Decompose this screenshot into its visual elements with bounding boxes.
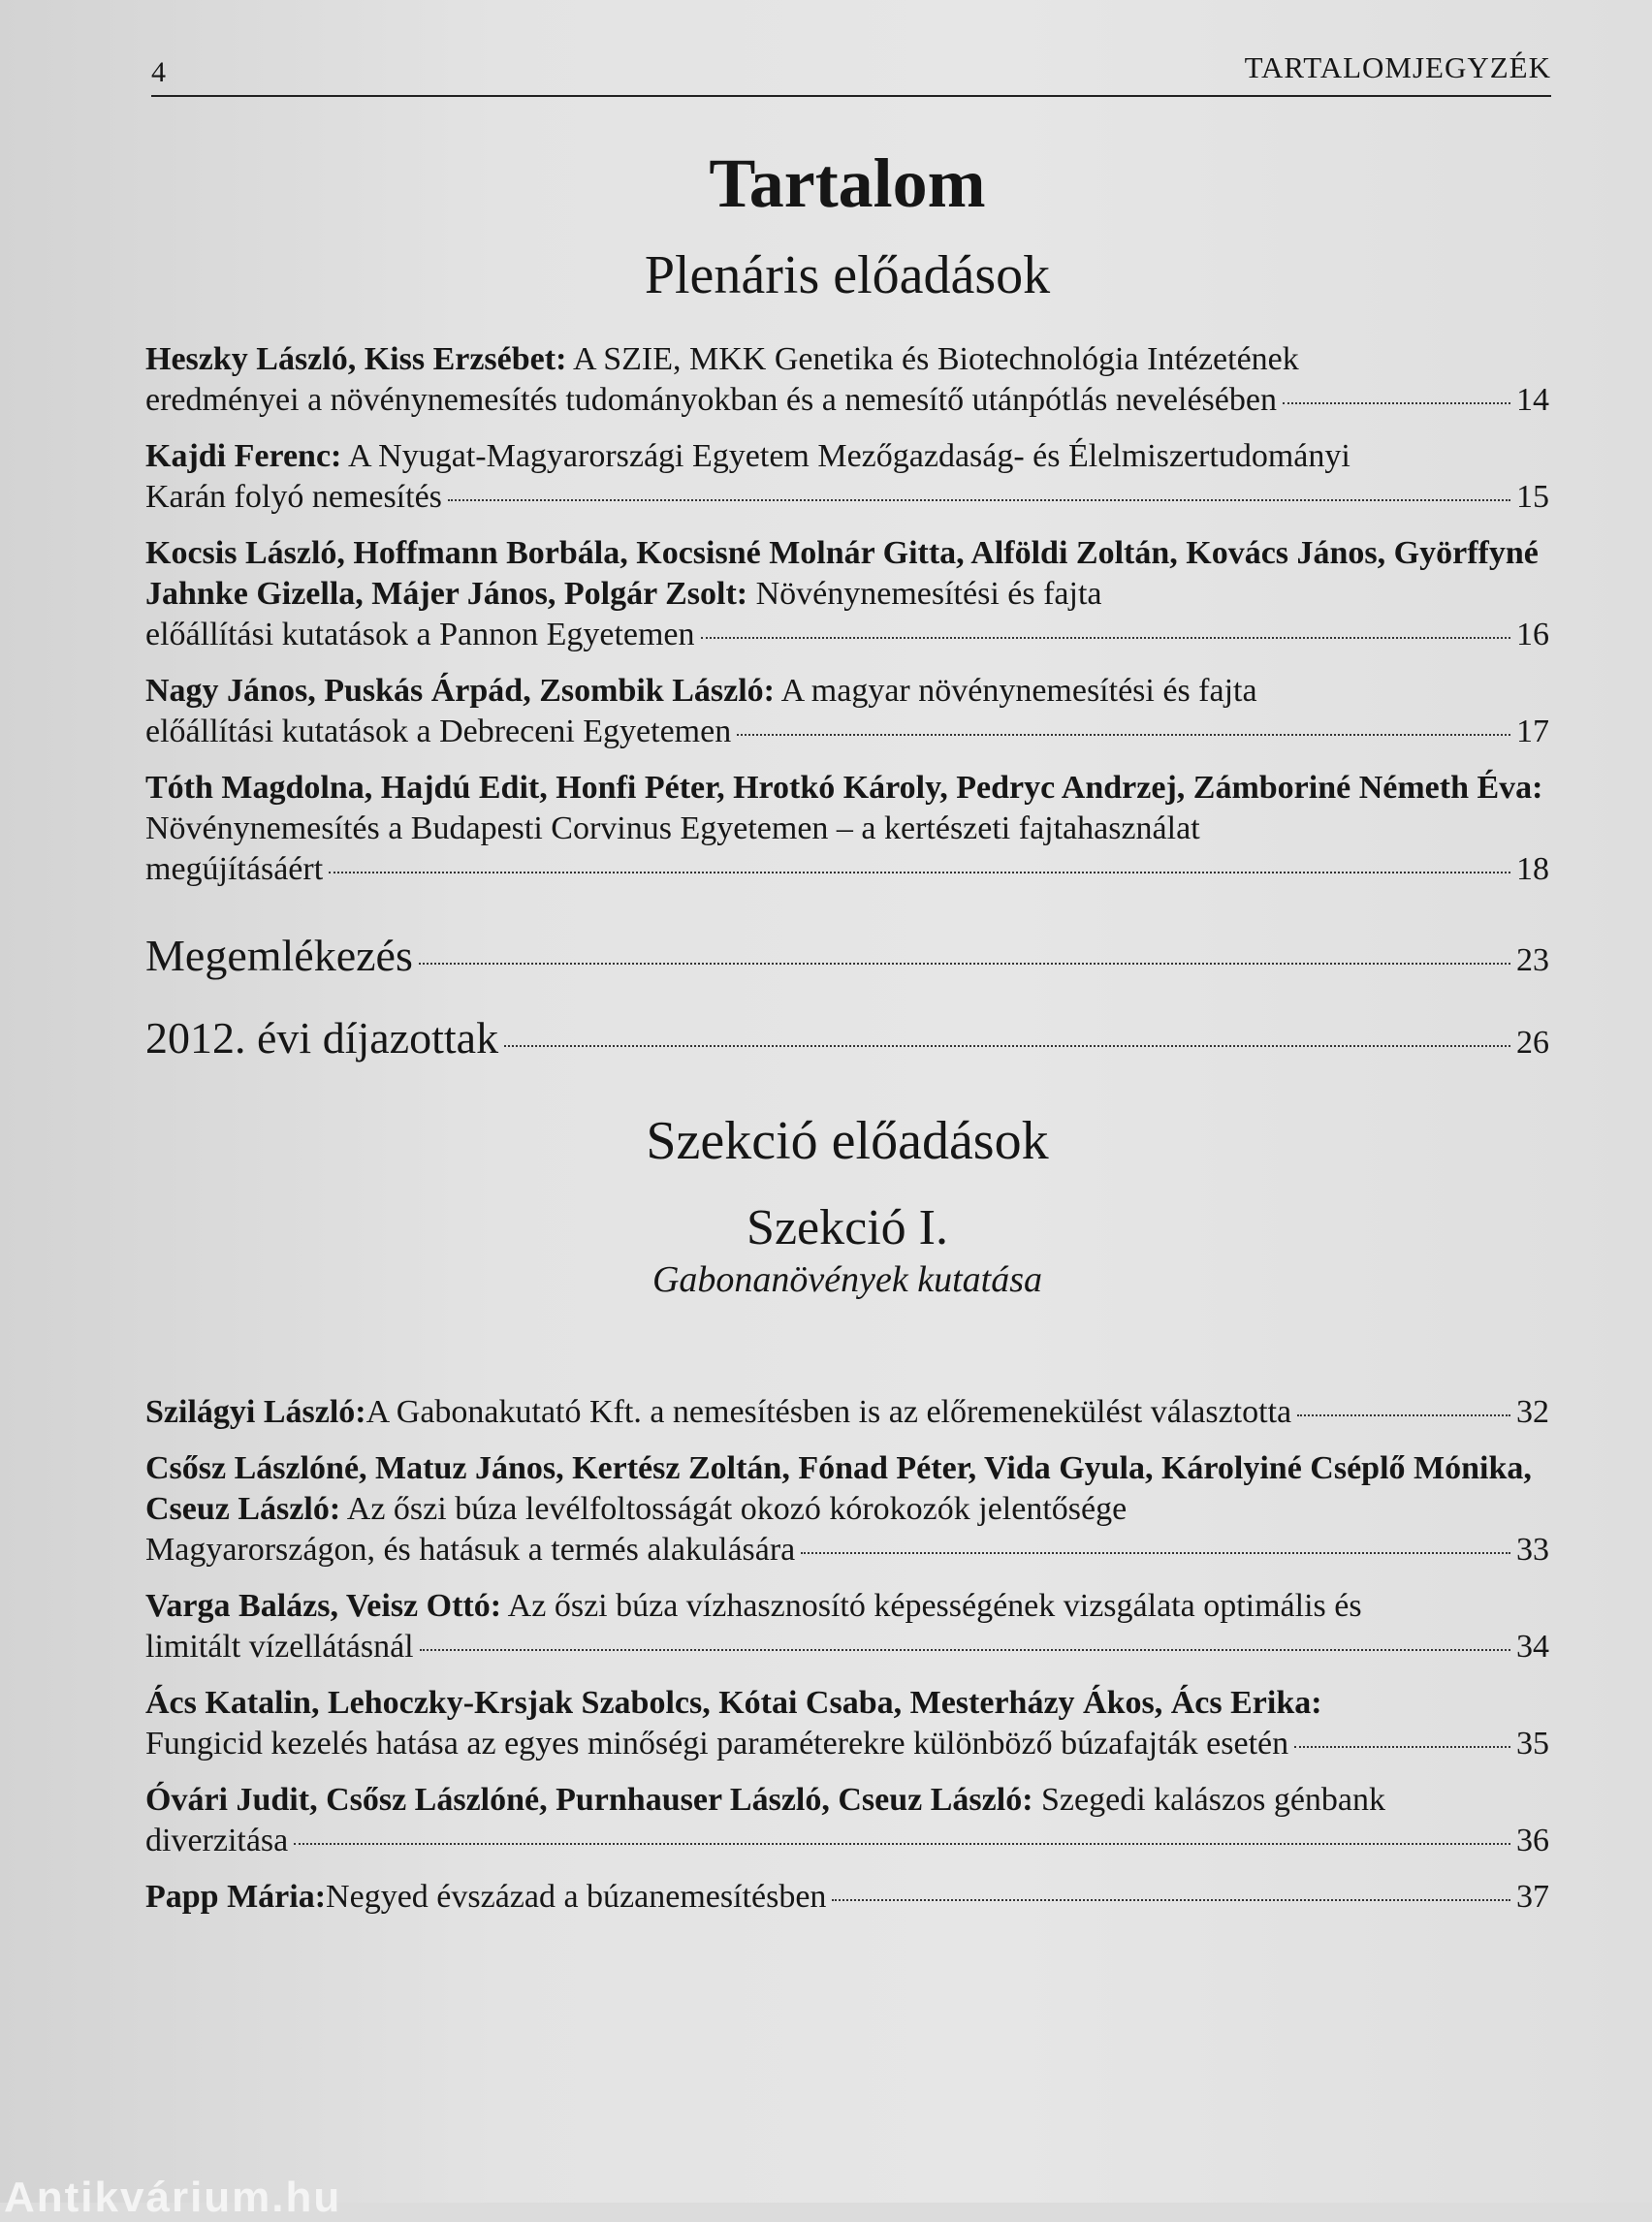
dot-leader <box>1297 1414 1510 1416</box>
entry-authors: Heszky László, Kiss Erzsébet: <box>145 341 567 378</box>
entry-last-line <box>145 477 1549 518</box>
entry-page-number: 14 <box>1516 382 1549 419</box>
dot-leader <box>294 1843 1510 1845</box>
dot-leader <box>1294 1746 1510 1748</box>
entry-authors: Kajdi Ferenc: <box>145 438 342 475</box>
page-header <box>151 47 1551 97</box>
dot-leader <box>419 963 1510 965</box>
entry-title-text: A Gabonakutató Kft. a nemesítésben is az előremenekülést választotta <box>365 1393 1292 1430</box>
entry-last-line <box>145 712 1549 752</box>
toc-entry[interactable] <box>145 1780 1549 1861</box>
section1-list <box>145 1392 1549 1918</box>
entry-title-text: előállítási kutatások a Debreceni Egyetemen <box>145 714 732 750</box>
section1-title: Szekció I. <box>747 1199 948 1255</box>
entry-title-text: Magyarországon, és hatásuk a termés alakulására <box>145 1531 796 1568</box>
entry-title-text: Karán folyó nemesítés <box>145 479 442 516</box>
entry-page-number: 16 <box>1516 617 1549 653</box>
toc-entry[interactable] <box>145 533 1549 655</box>
section1-subtitle: Gabonanövények kutatása <box>651 1258 1043 1300</box>
awardees-entry[interactable] <box>145 1011 1549 1070</box>
entry-title-text: Növénynemesítés a Budapesti Corvinus Egyetemen – a kertészeti fajtahasználat <box>145 810 1200 847</box>
entry-title-text: Az őszi búza vízhasznosító képességének vizsgálata optimális és <box>501 1587 1362 1624</box>
toc-entry[interactable] <box>145 339 1549 421</box>
dot-leader <box>420 1649 1510 1651</box>
awardees-page: 26 <box>1516 1025 1549 1062</box>
dot-leader <box>504 1045 1510 1047</box>
toc-entry[interactable] <box>145 1683 1549 1764</box>
toc-entry[interactable] <box>145 1392 1549 1433</box>
dot-leader <box>832 1899 1510 1901</box>
entry-title-text: A SZIE, MKK Genetika és Biotechnológia Intézetének <box>566 341 1299 378</box>
entry-title-text: megújításáért <box>145 851 324 888</box>
entry-title-text: Az őszi búza levélfoltosságát okozó kórokozók jelentősége <box>340 1490 1128 1527</box>
entry-authors: Kocsis László, Hoffmann Borbála, Kocsisné Molnár Gitta, Alföldi Zoltán, Kovács János, Györffyné Jahnke Gizella, Májer János, Polgár Zsolt: <box>145 535 1539 613</box>
entry-last-line <box>145 849 1549 890</box>
entry-last-line <box>145 380 1549 421</box>
toc-entry[interactable] <box>145 1586 1549 1667</box>
memorial-page: 23 <box>1516 942 1549 979</box>
dot-leader <box>801 1552 1510 1554</box>
plenary-title: Plenáris előadások <box>644 245 1051 306</box>
entry-last-line <box>145 1821 1549 1861</box>
entry-last-line <box>145 1627 1549 1667</box>
entry-last-line <box>145 1877 1549 1918</box>
entry-last-line <box>145 615 1549 655</box>
toc-content <box>145 145 1549 1933</box>
sections-title: Szekció előadások <box>646 1111 1049 1172</box>
entry-body <box>145 1683 1549 1724</box>
entry-title-text: A magyar növénynemesítési és fajta <box>774 673 1257 710</box>
entry-page-number: 37 <box>1516 1878 1549 1915</box>
entry-last-line <box>145 1530 1549 1571</box>
dot-leader <box>448 499 1510 501</box>
entry-page-number: 34 <box>1516 1628 1549 1665</box>
entry-authors: Szilágyi László: <box>145 1393 366 1430</box>
entry-title-text: A Nyugat-Magyarországi Egyetem Mezőgazdaság- és Élelmiszertudományi <box>341 438 1350 475</box>
entry-body <box>145 671 1549 712</box>
entry-title-text: Negyed évszázad a búzanemesítésben <box>326 1878 827 1915</box>
dot-leader <box>701 637 1510 639</box>
memorial-entry[interactable] <box>145 929 1549 988</box>
memorial-label: Megemlékezés <box>145 931 413 981</box>
entry-authors: Csősz Lászlóné, Matuz János, Kertész Zoltán, Fónad Péter, Vida Gyula, Károlyiné Cséplő Mónika, Cseuz László: <box>145 1449 1532 1527</box>
entry-title-text: Növénynemesítési és fajta <box>747 576 1102 613</box>
entry-last-line <box>145 1724 1549 1764</box>
dot-leader <box>1283 402 1510 404</box>
entry-body <box>145 339 1549 380</box>
entry-page-number: 32 <box>1516 1393 1549 1430</box>
entry-page-number: 35 <box>1516 1725 1549 1762</box>
toc-entry[interactable] <box>145 436 1549 518</box>
entry-title-text: limitált vízellátásnál <box>145 1628 414 1665</box>
dot-leader <box>737 734 1510 736</box>
entry-page-number: 17 <box>1516 714 1549 750</box>
entry-body <box>145 1780 1549 1821</box>
toc-entry[interactable] <box>145 671 1549 752</box>
running-head: TARTALOMJEGYZÉK <box>1244 50 1551 84</box>
entry-authors: Ács Katalin, Lehoczky-Krsjak Szabolcs, Kótai Csaba, Mesterházy Ákos, Ács Erika: <box>145 1684 1322 1721</box>
plenary-list <box>145 339 1549 890</box>
entry-last-line <box>145 1392 1549 1433</box>
entry-authors: Papp Mária: <box>145 1878 327 1915</box>
entry-page-number: 36 <box>1516 1822 1549 1858</box>
entry-title-text: diverzitása <box>145 1822 289 1858</box>
entry-page-number: 15 <box>1516 479 1549 516</box>
entry-body <box>145 1448 1549 1530</box>
entry-title-text: előállítási kutatások a Pannon Egyetemen <box>145 617 695 653</box>
awardees-label: 2012. évi díjazottak <box>145 1013 499 1063</box>
entry-body <box>145 768 1549 849</box>
dot-leader <box>329 872 1510 873</box>
toc-title: Tartalom <box>709 144 986 222</box>
entry-body <box>145 533 1549 615</box>
toc-entry[interactable] <box>145 1448 1549 1571</box>
entry-authors: Nagy János, Puskás Árpád, Zsombik László: <box>145 673 775 710</box>
entry-title-text: Szegedi kalászos génbank <box>1032 1781 1386 1818</box>
watermark: Antikvárium.hu <box>4 2174 342 2221</box>
entry-body <box>145 436 1549 477</box>
page-number: 4 <box>151 56 166 88</box>
entry-body <box>145 1877 326 1918</box>
entry-page-number: 33 <box>1516 1531 1549 1568</box>
entry-authors: Tóth Magdolna, Hajdú Edit, Honfi Péter, Hrotkó Károly, Pedryc Andrzej, Zámboriné Németh Éva: <box>145 770 1543 807</box>
entry-authors: Varga Balázs, Veisz Ottó: <box>145 1587 502 1624</box>
toc-entry[interactable] <box>145 768 1549 890</box>
entry-page-number: 18 <box>1516 851 1549 888</box>
entry-title-text: Fungicid kezelés hatása az egyes minőségi paraméterekre különböző búzafajták esetén <box>145 1725 1289 1762</box>
entry-title-text: eredményei a növénynemesítés tudományokban és a nemesítő utánpótlás nevelésében <box>145 382 1277 419</box>
toc-entry[interactable] <box>145 1877 1549 1918</box>
entry-body <box>145 1392 366 1433</box>
entry-body <box>145 1586 1549 1627</box>
entry-authors: Óvári Judit, Csősz Lászlóné, Purnhauser László, Cseuz László: <box>145 1781 1033 1818</box>
